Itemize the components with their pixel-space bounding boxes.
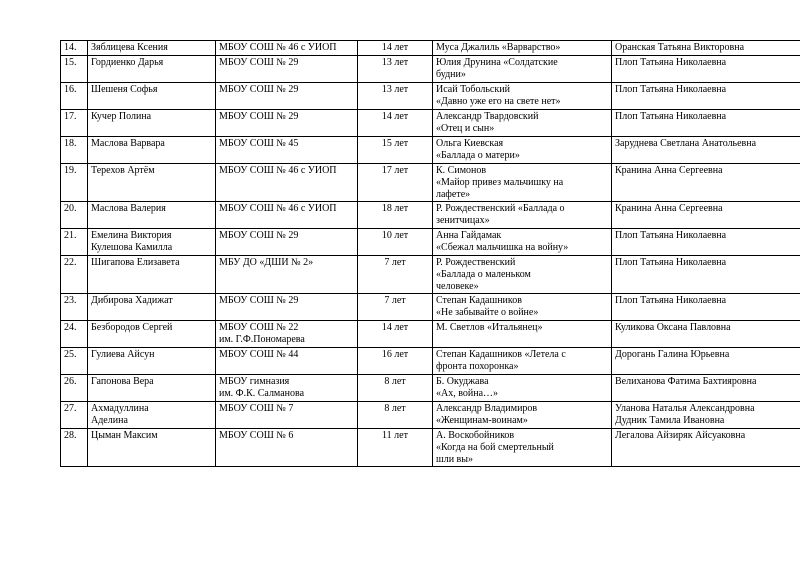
- school-name-cell: [216, 56, 358, 83]
- poem-title-line: «Когда на бой смертельный: [436, 442, 554, 453]
- row-number-cell: [61, 375, 88, 402]
- teacher-name-line: Дорогань Галина Юрьевна: [615, 349, 730, 360]
- school-name-cell: [216, 83, 358, 110]
- teacher-name-line: Куликова Оксана Павловна: [615, 322, 731, 333]
- school-name-line: МБОУ СОШ № 45: [219, 138, 299, 149]
- participant-age: 8 лет: [384, 403, 406, 414]
- school-name-line: МБУ ДО «ДШИ № 2»: [219, 257, 314, 268]
- row-number: 28.: [64, 430, 77, 441]
- row-number: 19.: [64, 165, 77, 176]
- participant-age: 13 лет: [381, 57, 409, 68]
- poem-title-line: «Ах, война…»: [436, 388, 499, 399]
- school-name-cell: [216, 110, 358, 137]
- participant-age-cell: [358, 83, 433, 110]
- teacher-name-cell: [612, 56, 800, 83]
- participant-age: 11 лет: [382, 430, 408, 441]
- teacher-name-cell: [612, 402, 800, 429]
- participant-age: 15 лет: [381, 138, 409, 149]
- participant-name-cell: [88, 229, 216, 256]
- teacher-name-cell: [612, 229, 800, 256]
- table-row: [61, 375, 800, 402]
- poem-title-line: Юлия Друнина «Солдатские: [436, 57, 558, 68]
- row-number: 17.: [64, 111, 77, 122]
- poem-title-cell: [433, 294, 612, 321]
- participant-name-cell: [88, 375, 216, 402]
- participant-name-line: Аделина: [91, 415, 128, 426]
- participants-table: [60, 40, 800, 467]
- participant-name-line: Кучер Полина: [91, 111, 152, 122]
- poem-title-line: Б. Окуджава: [436, 376, 489, 387]
- poem-title-line: Степан Кадашников: [436, 295, 522, 306]
- teacher-name-line: Оранская Татьяна Викторовна: [615, 42, 745, 53]
- participant-name-cell: [88, 137, 216, 164]
- teacher-name-line: Кранина Анна Сергеевна: [615, 203, 723, 214]
- school-name-line: МБОУ СОШ № 29: [219, 295, 299, 306]
- poem-title-cell: [433, 56, 612, 83]
- participant-age-cell: [358, 375, 433, 402]
- participant-name-line: Терехов Артём: [91, 165, 155, 176]
- participant-name-line: Гапонова Вера: [91, 376, 154, 387]
- teacher-name-line: Уланова Наталья Александровна: [615, 403, 755, 414]
- poem-title-line: К. Симонов: [436, 165, 487, 176]
- participant-age: 10 лет: [381, 230, 409, 241]
- participant-name-line: Гулиева Айсун: [91, 349, 155, 360]
- table-row: [61, 294, 800, 321]
- school-name-line: МБОУ СОШ № 7: [219, 403, 294, 414]
- poem-title-cell: [433, 164, 612, 202]
- row-number-cell: [61, 256, 88, 294]
- poem-title-line: Исай Тобольский: [436, 84, 510, 95]
- teacher-name-line: Плоп Татьяна Николаевна: [615, 84, 727, 95]
- participant-name-line: Безбородов Сергей: [91, 322, 173, 333]
- table-row: [61, 256, 800, 294]
- participant-name-cell: [88, 294, 216, 321]
- school-name-cell: [216, 41, 358, 56]
- school-name-cell: [216, 348, 358, 375]
- participant-name-line: Ахмадуллина: [91, 403, 149, 414]
- school-name-line: МБОУ СОШ № 46 с УИОП: [219, 203, 337, 214]
- participant-age-cell: [358, 137, 433, 164]
- school-name-line: им. Ф.К. Салманова: [219, 388, 305, 399]
- poem-title-cell: [433, 256, 612, 294]
- teacher-name-line: Велиханова Фатима Бахтияровна: [615, 376, 757, 387]
- row-number-cell: [61, 294, 88, 321]
- participant-age: 14 лет: [381, 111, 409, 122]
- teacher-name-cell: [612, 321, 800, 348]
- row-number-cell: [61, 402, 88, 429]
- school-name-line: МБОУ СОШ № 44: [219, 349, 299, 360]
- teacher-name-line: Дудник Тамила Ивановна: [615, 415, 725, 426]
- school-name-line: МБОУ СОШ № 22: [219, 322, 299, 333]
- school-name-cell: [216, 256, 358, 294]
- participant-age: 17 лет: [381, 165, 409, 176]
- poem-title-line: Степан Кадашников «Летела с: [436, 349, 566, 360]
- participant-name-cell: [88, 348, 216, 375]
- row-number: 22.: [64, 257, 77, 268]
- poem-title-cell: [433, 321, 612, 348]
- participant-name-cell: [88, 429, 216, 467]
- poem-title-cell: [433, 137, 612, 164]
- participant-name-cell: [88, 110, 216, 137]
- row-number: 27.: [64, 403, 77, 414]
- school-name-line: МБОУ СОШ № 29: [219, 111, 299, 122]
- table-row: [61, 348, 800, 375]
- participants-table-body: [61, 41, 800, 467]
- teacher-name-cell: [612, 41, 800, 56]
- teacher-name-line: Плоп Татьяна Николаевна: [615, 57, 727, 68]
- table-row: [61, 402, 800, 429]
- row-number-cell: [61, 110, 88, 137]
- teacher-name-line: Плоп Татьяна Николаевна: [615, 230, 727, 241]
- poem-title-line: Александр Твардовский: [436, 111, 539, 122]
- teacher-name-line: Заруднева Светлана Анатольевна: [615, 138, 757, 149]
- row-number: 20.: [64, 203, 77, 214]
- poem-title-cell: [433, 229, 612, 256]
- table-row: [61, 202, 800, 229]
- school-name-line: МБОУ СОШ № 29: [219, 57, 299, 68]
- teacher-name-cell: [612, 137, 800, 164]
- participant-age: 7 лет: [384, 295, 406, 306]
- participant-name-cell: [88, 402, 216, 429]
- participant-name-line: Зяблицева Ксения: [91, 42, 168, 53]
- poem-title-line: Александр Владимиров: [436, 403, 538, 414]
- participant-age: 18 лет: [381, 203, 409, 214]
- participant-name-line: Маслова Варвара: [91, 138, 165, 149]
- row-number-cell: [61, 41, 88, 56]
- row-number-cell: [61, 202, 88, 229]
- poem-title-cell: [433, 83, 612, 110]
- participant-name-cell: [88, 83, 216, 110]
- poem-title-line: А. Воскобойников: [436, 430, 515, 441]
- poem-title-line: Р. Рождественский: [436, 257, 516, 268]
- participant-name-cell: [88, 56, 216, 83]
- poem-title-line: Анна Гайдамак: [436, 230, 502, 241]
- participant-age-cell: [358, 229, 433, 256]
- row-number: 26.: [64, 376, 77, 387]
- participant-age-cell: [358, 202, 433, 229]
- school-name-cell: [216, 202, 358, 229]
- poem-title-line: «Майор привез мальчишку на: [436, 177, 564, 188]
- table-row: [61, 429, 800, 467]
- participant-name-line: Кулешова Камилла: [91, 242, 173, 253]
- participant-age-cell: [358, 348, 433, 375]
- teacher-name-cell: [612, 256, 800, 294]
- participant-age-cell: [358, 56, 433, 83]
- school-name-cell: [216, 229, 358, 256]
- teacher-name-cell: [612, 83, 800, 110]
- poem-title-line: будни»: [436, 69, 466, 80]
- row-number-cell: [61, 229, 88, 256]
- teacher-name-cell: [612, 164, 800, 202]
- teacher-name-cell: [612, 110, 800, 137]
- participant-name-cell: [88, 41, 216, 56]
- teacher-name-line: Легалова Айзиряк Айсуаковна: [615, 430, 746, 441]
- teacher-name-line: Кранина Анна Сергеевна: [615, 165, 723, 176]
- participant-name-cell: [88, 202, 216, 229]
- table-row: [61, 229, 800, 256]
- school-name-line: МБОУ СОШ № 46 с УИОП: [219, 42, 337, 53]
- table-row: [61, 56, 800, 83]
- participant-age-cell: [358, 321, 433, 348]
- school-name-line: МБОУ СОШ № 29: [219, 84, 299, 95]
- poem-title-cell: [433, 348, 612, 375]
- teacher-name-line: Плоп Татьяна Николаевна: [615, 257, 727, 268]
- row-number: 25.: [64, 349, 77, 360]
- participant-name-line: Гордиенко Дарья: [91, 57, 164, 68]
- row-number: 21.: [64, 230, 77, 241]
- participant-age-cell: [358, 256, 433, 294]
- school-name-cell: [216, 375, 358, 402]
- participant-name-cell: [88, 164, 216, 202]
- row-number-cell: [61, 83, 88, 110]
- poem-title-line: «Баллада о маленьком: [436, 269, 531, 280]
- school-name-cell: [216, 137, 358, 164]
- school-name-cell: [216, 164, 358, 202]
- participant-age: 14 лет: [381, 322, 409, 333]
- participant-name-cell: [88, 256, 216, 294]
- row-number-cell: [61, 348, 88, 375]
- row-number-cell: [61, 56, 88, 83]
- poem-title-line: «Давно уже его на свете нет»: [436, 96, 561, 107]
- poem-title-line: «Не забывайте о войне»: [436, 307, 539, 318]
- participant-name-line: Дибирова Хадижат: [91, 295, 173, 306]
- participant-age-cell: [358, 164, 433, 202]
- school-name-cell: [216, 294, 358, 321]
- poem-title-line: «Женщинам-воинам»: [436, 415, 528, 426]
- poem-title-line: фронта похоронка»: [436, 361, 519, 372]
- poem-title-line: человеке»: [436, 281, 479, 292]
- poem-title-cell: [433, 202, 612, 229]
- school-name-line: МБОУ гимназия: [219, 376, 290, 387]
- row-number: 16.: [64, 84, 77, 95]
- participant-age: 8 лет: [384, 376, 406, 387]
- school-name-cell: [216, 402, 358, 429]
- table-row: [61, 41, 800, 56]
- row-number: 23.: [64, 295, 77, 306]
- participant-age-cell: [358, 402, 433, 429]
- poem-title-line: М. Светлов «Итальянец»: [436, 322, 543, 333]
- poem-title-line: «Отец и сын»: [436, 123, 495, 134]
- teacher-name-line: Плоп Татьяна Николаевна: [615, 111, 727, 122]
- poem-title-line: зенитчицах»: [436, 215, 490, 226]
- poem-title-line: шли вы»: [436, 454, 473, 465]
- table-row: [61, 137, 800, 164]
- row-number-cell: [61, 137, 88, 164]
- table-row: [61, 164, 800, 202]
- poem-title-line: Муса Джалиль «Варварство»: [436, 42, 561, 53]
- row-number: 15.: [64, 57, 77, 68]
- participant-age: 14 лет: [381, 42, 409, 53]
- participant-age-cell: [358, 110, 433, 137]
- teacher-name-cell: [612, 202, 800, 229]
- teacher-name-cell: [612, 375, 800, 402]
- teacher-name-cell: [612, 429, 800, 467]
- participant-age: 7 лет: [384, 257, 406, 268]
- participant-name-line: Шигапова Елизавета: [91, 257, 180, 268]
- poem-title-line: Ольга Киевская: [436, 138, 504, 149]
- participant-age-cell: [358, 429, 433, 467]
- poem-title-cell: [433, 41, 612, 56]
- participant-name-line: Емелина Виктория: [91, 230, 172, 241]
- row-number: 18.: [64, 138, 77, 149]
- poem-title-cell: [433, 402, 612, 429]
- poem-title-cell: [433, 110, 612, 137]
- participant-name-line: Цыман Максим: [91, 430, 158, 441]
- participant-name-cell: [88, 321, 216, 348]
- table-row: [61, 321, 800, 348]
- participant-name-line: Шешеня Софья: [91, 84, 158, 95]
- table-row: [61, 83, 800, 110]
- participant-age-cell: [358, 41, 433, 56]
- school-name-cell: [216, 429, 358, 467]
- school-name-line: МБОУ СОШ № 46 с УИОП: [219, 165, 337, 176]
- row-number: 14.: [64, 42, 77, 53]
- participant-name-line: Маслова Валерия: [91, 203, 166, 214]
- row-number-cell: [61, 321, 88, 348]
- participant-age-cell: [358, 294, 433, 321]
- school-name-line: МБОУ СОШ № 6: [219, 430, 294, 441]
- poem-title-cell: [433, 375, 612, 402]
- school-name-line: МБОУ СОШ № 29: [219, 230, 299, 241]
- row-number-cell: [61, 164, 88, 202]
- poem-title-line: «Баллада о матери»: [436, 150, 520, 161]
- poem-title-line: «Сбежал мальчишка на войну»: [436, 242, 569, 253]
- table-row: [61, 110, 800, 137]
- poem-title-cell: [433, 429, 612, 467]
- teacher-name-cell: [612, 294, 800, 321]
- participant-age: 16 лет: [381, 349, 409, 360]
- row-number: 24.: [64, 322, 77, 333]
- participant-age: 13 лет: [381, 84, 409, 95]
- school-name-cell: [216, 321, 358, 348]
- school-name-line: им. Г.Ф.Пономарева: [219, 334, 305, 345]
- poem-title-line: Р. Рождественский «Баллада о: [436, 203, 565, 214]
- row-number-cell: [61, 429, 88, 467]
- teacher-name-cell: [612, 348, 800, 375]
- poem-title-line: лафете»: [436, 189, 471, 200]
- teacher-name-line: Плоп Татьяна Николаевна: [615, 295, 727, 306]
